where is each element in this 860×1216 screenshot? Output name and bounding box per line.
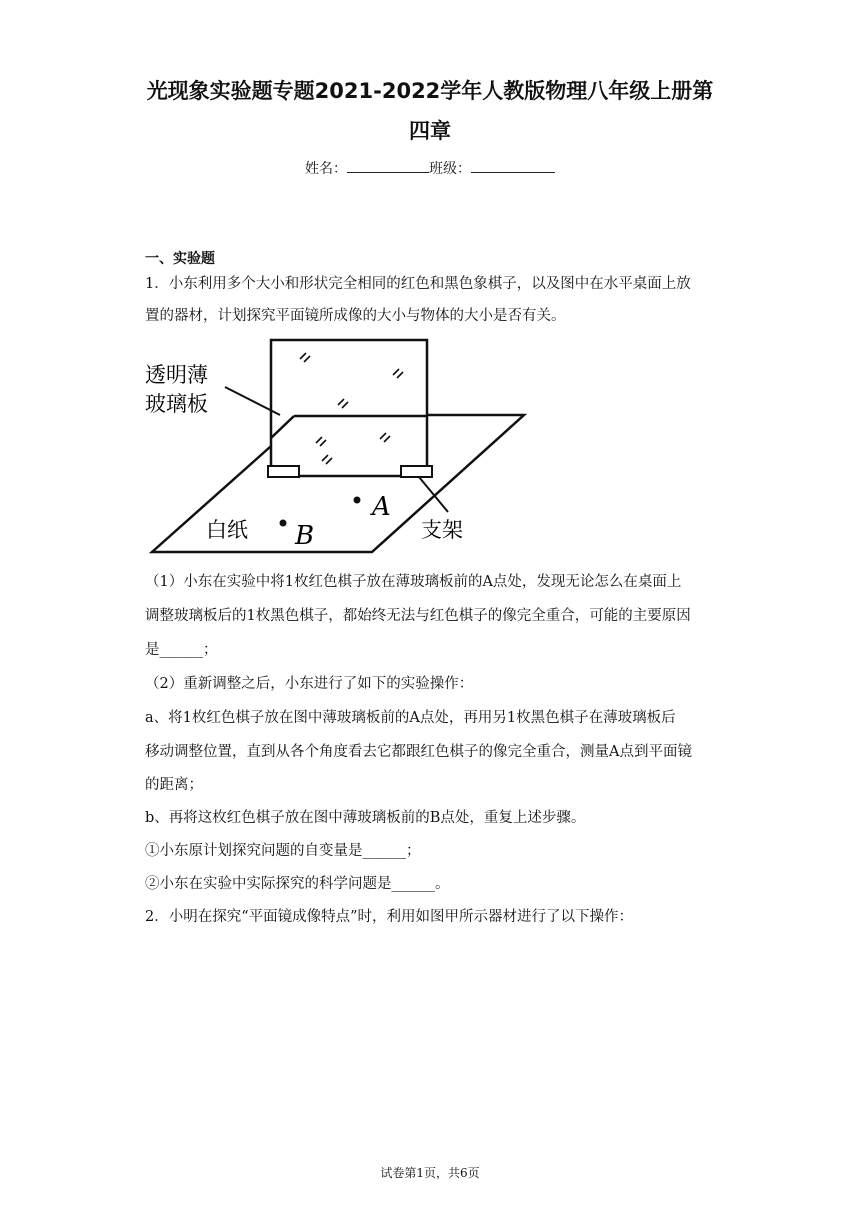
experiment-diagram <box>140 335 540 560</box>
name-blank <box>347 158 429 173</box>
point-b-dot <box>280 520 287 527</box>
q1-step-b: b、再将这枚红色棋子放在图中薄玻璃板前的B点处，重复上述步骤。 <box>145 810 586 826</box>
point-a-dot <box>354 497 361 504</box>
label-glass-line2: 玻璃板 <box>145 392 208 416</box>
q1-sub1-line3: 是______； <box>145 642 218 658</box>
label-point-b: B <box>295 521 315 551</box>
label-glass-line1: 透明薄 <box>145 363 208 387</box>
q1-sub2-line1: （2）重新调整之后，小东进行了如下的实验操作： <box>145 676 474 692</box>
q1-step-a-line2: 移动调整位置，直到从各个角度看去它都跟红色棋子的像完全重合，测量A点到平面镜 <box>145 744 692 760</box>
label-stand: 支架 <box>421 518 463 542</box>
q1-question-ii: ②小东在实验中实际探究的科学问题是______。 <box>145 876 450 892</box>
class-label: 班级： <box>429 161 471 177</box>
q2-text-line1: 2．小明在探究“平面镜成像特点”时，利用如图甲所示器材进行了以下操作： <box>145 909 634 925</box>
q1-sub1-line2: 调整玻璃板后的1枚黑色棋子，都始终无法与红色棋子的像完全重合，可能的主要原因 <box>145 608 691 624</box>
q1-sub1-line1: （1）小东在实验中将1枚红色棋子放在薄玻璃板前的A点处，发现无论怎么在桌面上 <box>145 574 682 590</box>
name-label: 姓名： <box>305 161 347 177</box>
q1-step-a-line3: 的距离； <box>145 777 203 793</box>
stand-left-shape <box>268 466 299 477</box>
q1-question-i: ①小东原计划探究问题的自变量是______； <box>145 843 421 859</box>
q1-text-line2: 置的器材，计划探究平面镜所成像的大小与物体的大小是否有关。 <box>145 308 566 324</box>
section-title: 一、实验题 <box>145 251 215 267</box>
page-title-line2: 四章 <box>409 119 451 143</box>
stand-right-shape <box>401 466 432 477</box>
q1-text-line1: 1．小东利用多个大小和形状完全相同的红色和黑色象棋子，以及图中在水平桌面上放 <box>145 276 691 292</box>
glass-board-shape <box>271 340 427 476</box>
student-info <box>0 158 860 178</box>
label-white-paper: 白纸 <box>206 518 248 542</box>
page-title-line1: 光现象实验题专题2021-2022学年人教版物理八年级上册第 <box>146 79 714 103</box>
class-blank <box>471 158 555 173</box>
q1-step-a-line1: a、将1枚红色棋子放在图中薄玻璃板前的A点处，再用另1枚黑色棋子在薄玻璃板后 <box>145 710 676 726</box>
page-footer: 试卷第1页，共6页 <box>380 1166 480 1180</box>
label-point-a: A <box>372 492 391 522</box>
